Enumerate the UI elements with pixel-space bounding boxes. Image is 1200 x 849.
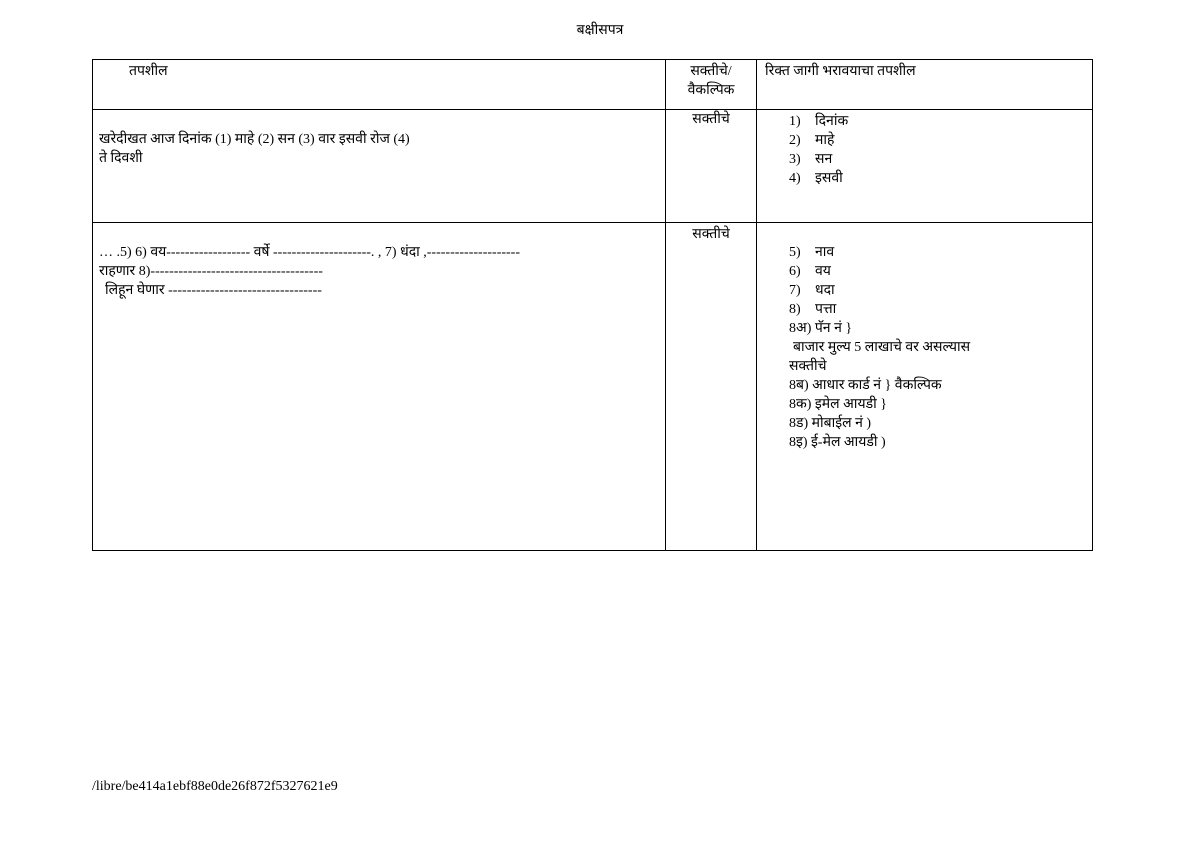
row1-text-line1: खरेदीखत आज दिनांक (1) माहे (2) सन (3) वार इसवी रोज (4): [99, 132, 410, 147]
row1-status-cell: [666, 110, 757, 223]
header-mandatory-optional: सक्तीचे/ वैकल्पिक: [687, 64, 735, 98]
row2-status-cell: [666, 223, 757, 551]
list-item-number: 2): [789, 133, 801, 148]
extra-line: बाजार मुल्य 5 लाखाचे वर असल्यास: [793, 340, 971, 355]
extra-line: 8अ) पॅन नं }: [789, 321, 853, 336]
row2-text-line2: राहणार 8)-------------------------------------: [99, 264, 323, 279]
list-item: [789, 150, 1092, 169]
extra-line: 8ब) आधार कार्ड नं } वैकल्पिक: [789, 378, 942, 393]
row1-text-line2: ते दिवशी: [99, 151, 143, 166]
list-item: [789, 300, 1092, 319]
header-details: तपशील: [129, 64, 168, 79]
extra-line: 8ड) मोबाईल नं ): [789, 416, 872, 431]
row1-text-cell: [93, 110, 666, 223]
list-item: [789, 243, 1092, 262]
form-table: [92, 59, 1093, 551]
row1-item-list: [757, 110, 1092, 188]
list-item: [789, 281, 1092, 300]
list-item-number: 8): [789, 302, 801, 317]
row2-item-list: [757, 223, 1092, 319]
list-item-number: 5): [789, 245, 801, 260]
row2-text-line3: लिहून घेणार ---------------------------------: [105, 283, 322, 298]
list-item-number: 7): [789, 283, 801, 298]
header-fill-cell: [757, 60, 1093, 110]
table-row: [93, 223, 1093, 551]
table-row: [93, 110, 1093, 223]
header-status-cell: [666, 60, 757, 110]
row2-fill-cell: [757, 223, 1093, 551]
list-item-label: सन: [815, 152, 833, 167]
row2-text-cell: [93, 223, 666, 551]
footer-file-path: /libre/be414a1ebf88e0de26f872f5327621e9: [92, 779, 338, 794]
row1-fill-cell: [757, 110, 1093, 223]
list-item-label: माहे: [815, 133, 835, 148]
header-fill-details: रिक्त जागी भरावयाचा तपशील: [765, 64, 916, 79]
row2-extra-lines: [757, 319, 1092, 452]
list-item-label: वय: [815, 264, 831, 279]
list-item-number: 4): [789, 171, 801, 186]
list-item: [789, 131, 1092, 150]
list-item-label: धदा: [815, 283, 835, 298]
list-item-label: नाव: [815, 245, 835, 260]
row2-text-line1: … .5) 6) वय------------------ वर्षे ---------------------. , 7) धंदा ,--------------------: [99, 245, 521, 260]
list-item: [789, 262, 1092, 281]
document-title: बक्षीसपत्र: [576, 23, 624, 38]
list-item-label: पत्ता: [815, 302, 837, 317]
extra-line: 8इ) ई-मेल आयडी ): [789, 435, 886, 450]
extra-line: 8क) इमेल आयडी }: [789, 397, 887, 412]
list-item-label: इसवी: [815, 171, 843, 186]
list-item-label: दिनांक: [815, 114, 849, 129]
header-details-cell: [93, 60, 666, 110]
list-item-number: 6): [789, 264, 801, 279]
list-item: [789, 112, 1092, 131]
list-item: [789, 169, 1092, 188]
table-header-row: [93, 60, 1093, 110]
row1-status: सक्तीचे: [692, 112, 730, 127]
row2-status: सक्तीचे: [692, 227, 730, 242]
extra-line: सक्तीचे: [789, 359, 827, 374]
list-item-number: 1): [789, 114, 801, 129]
list-item-number: 3): [789, 152, 801, 167]
